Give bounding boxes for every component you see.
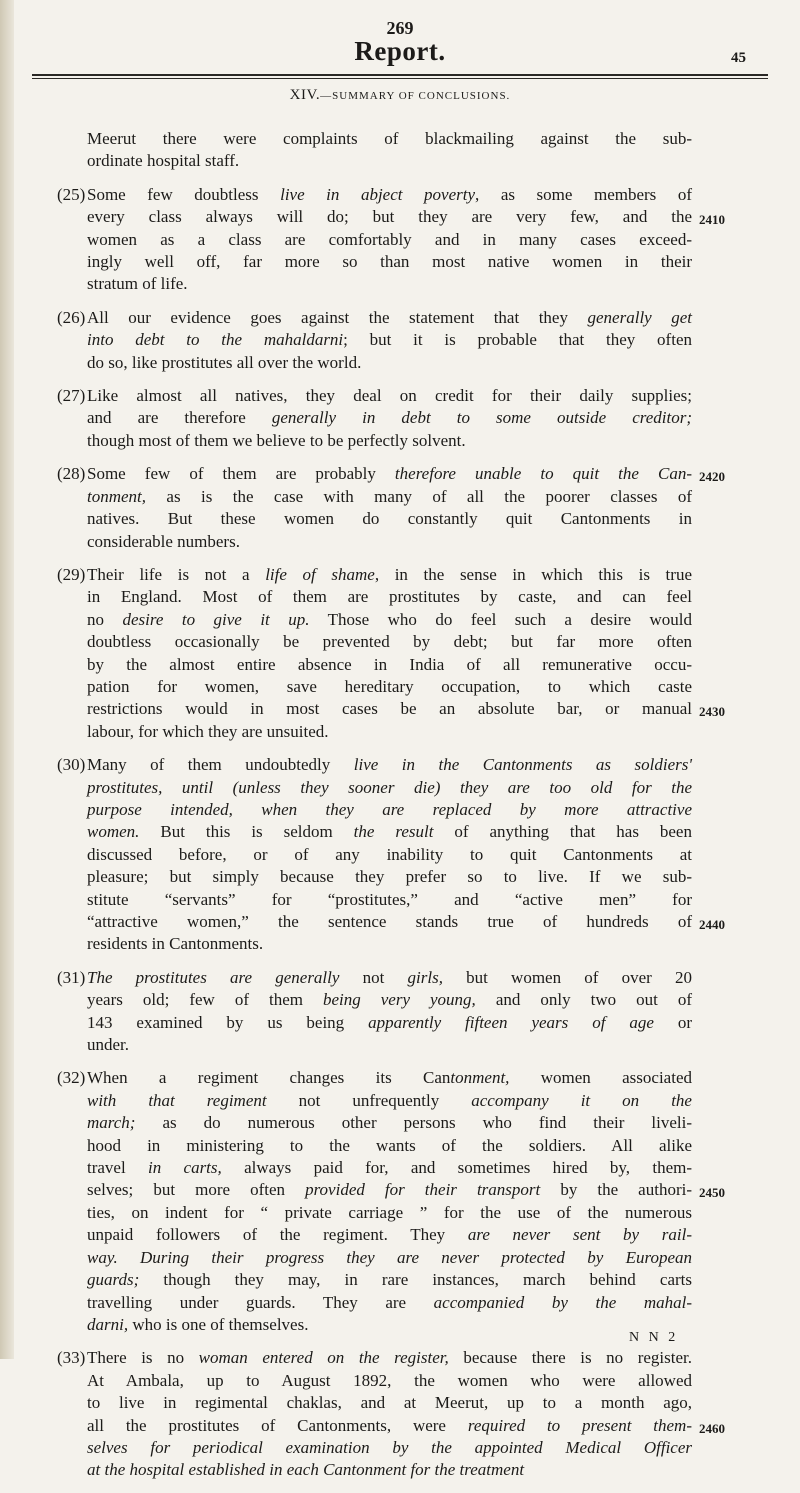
text-line: “attractive women,” the sentence stands true of hundreds of (87, 912, 692, 931)
text-line: though most of them we believe to be perfectly solvent. (87, 430, 466, 450)
paragraph (59, 385, 692, 452)
text-line: Like almost all natives, they deal on credit for their daily supplies; (87, 386, 692, 406)
text-line: restrictions would in most cases be an absolute bar, or manual (87, 699, 692, 719)
text-line: 143 examined by us being apparently fifteen years of age or (87, 1012, 692, 1032)
text-line: with that regiment not unfrequently accompany it on the (87, 1090, 692, 1110)
paragraph (59, 128, 692, 173)
paragraph-number: (27) (57, 386, 86, 406)
text-line: Some few doubtless live in abject poverty, as some members of (87, 184, 693, 204)
text-line: pleasure; but simply because they prefer so to live. If we sub- (87, 867, 692, 887)
top-page-number: 269 (386, 18, 414, 38)
text-line: Some few of them are probably therefore unable to quit the Can- (87, 464, 692, 484)
text-line: travel in carts, always paid for, and sometimes hired by, them- (87, 1158, 692, 1178)
text-line: ingly well off, far more so than most native women in their (87, 252, 692, 272)
text-line: women. But this is seldom the result of anything that has been (87, 822, 692, 842)
text-line: years old; few of them being very young, and only two out of (87, 990, 692, 1010)
text-line: Many of them undoubtedly live in the Cantonments as soldiers' (87, 755, 693, 775)
text-line: The prostitutes are generally not girls, but women of over 20 (87, 967, 692, 987)
text-line: At Ambala, up to August 1892, the women who were allowed (87, 1370, 692, 1390)
text-line: doubtless occasionally be prevented by debt; but far more often (87, 632, 692, 652)
text-line: do so, like prostitutes all over the world. (87, 352, 362, 372)
paragraph (57, 564, 725, 743)
text-line: way. During their progress they are never protected by European (87, 1247, 692, 1267)
text-line: to live in regimental chaklas, and at Meerut, up to a month ago, (87, 1393, 692, 1413)
text-line: selves; but more often provided for their transport by the authori- (87, 1180, 692, 1200)
paragraph (57, 463, 725, 553)
text-line: women as a class are comfortably and in many cases exceed- (87, 229, 692, 249)
paragraph-number: (29) (57, 564, 86, 584)
paragraph-number: (30) (57, 755, 86, 775)
paragraph (59, 967, 692, 1057)
text-line: residents in Cantonments. (87, 934, 264, 954)
paragraph-number: (32) (57, 1068, 86, 1088)
section-title: —SUMMARY OF CONCLUSIONS. (320, 90, 511, 102)
text-line: When a regiment changes its Cantonment, women associated (87, 1068, 692, 1088)
header-rule-thin (32, 78, 768, 79)
text-line: Their life is not a life of shame, in the sense in which this is true (87, 564, 692, 584)
paragraph-number: (33) (57, 1348, 86, 1368)
section-roman: XIV. (289, 87, 321, 103)
margin-reference-number: 2460 (699, 1420, 725, 1436)
running-title: Report. (354, 36, 446, 66)
text-line: by the almost entire absence in India of all remunerative occu- (87, 654, 692, 674)
page-edge-shadow (0, 0, 14, 1359)
text-line: tonment, as is the case with many of all the poorer classes of (87, 486, 692, 506)
text-line: purpose intended, when they are replaced by more attractive (87, 799, 692, 819)
text-line: discussed before, or of any inability to quit Cantonments at (87, 844, 692, 864)
text-line: labour, for which they are unsuited. (87, 721, 329, 741)
text-line: travelling under guards. They are accompanied by the mahal- (87, 1292, 692, 1312)
text-line: All our evidence goes against the statement that they generally get (87, 307, 693, 327)
paragraph (57, 754, 725, 956)
margin-reference-number: 2430 (699, 704, 725, 720)
text-line: stitute “servants” for “prostitutes,” and “active men” for (87, 889, 692, 909)
text-line: ordinate hospital staff. (87, 151, 240, 171)
text-line: unpaid followers of the regiment. They are never sent by rail- (87, 1225, 693, 1245)
document-body (57, 128, 725, 1493)
text-line: natives. But these women do constantly quit Cantonments in (87, 509, 692, 529)
text-line: under. (87, 1035, 130, 1055)
text-line: pation for women, save hereditary occupation, to which caste (87, 676, 692, 696)
text-line: There is no woman entered on the register, because there is no register. (87, 1348, 692, 1368)
paragraph (57, 1067, 725, 1336)
paragraph (59, 307, 692, 374)
margin-reference-number: 2420 (699, 469, 725, 485)
text-line: stratum of life. (87, 274, 188, 294)
margin-reference-number: 2440 (699, 916, 725, 932)
margin-reference-number: 2450 (699, 1185, 725, 1201)
margin-reference-number: 2410 (699, 212, 725, 228)
text-line: all the prostitutes of Cantonments, were required to present them- (87, 1415, 692, 1435)
paragraph-number: (31) (57, 967, 86, 987)
text-line: prostitutes, until (unless they sooner die) they are too old for the (87, 777, 692, 797)
paragraph-number: (28) (57, 464, 86, 484)
text-line: and are therefore generally in debt to some outside creditor; (87, 408, 692, 428)
text-line: Meerut there were complaints of blackmailing against the sub- (87, 129, 692, 148)
signature-mark: N N 2 (629, 1330, 679, 1345)
paragraph (57, 1347, 725, 1481)
text-line: considerable numbers. (87, 531, 240, 551)
text-line: selves for periodical examination by the appointed Medical Officer (87, 1437, 692, 1457)
text-line: in England. Most of them are prostitutes by caste, and can feel (87, 587, 692, 607)
text-line: hood in ministering to the wants of the soldiers. All alike (87, 1135, 692, 1155)
paragraph-number: (26) (57, 307, 86, 327)
text-line: at the hospital established in each Cantonment for the treatment (87, 1460, 525, 1480)
text-line: no desire to give it up. Those who do feel such a desire would (87, 609, 692, 629)
text-line: darni, who is one of themselves. (87, 1314, 309, 1334)
text-line: ties, on indent for “ private carriage ” for the use of the numerous (87, 1202, 692, 1222)
paragraph (57, 184, 725, 296)
page-number: 45 (731, 50, 746, 66)
text-line: into debt to the mahaldarni; but it is probable that they often (87, 330, 692, 350)
text-line: every class always will do; but they are very few, and the (87, 207, 692, 227)
section-heading (0, 87, 800, 104)
header-rule-thick (32, 74, 768, 76)
paragraph-number: (25) (57, 184, 86, 204)
text-line: guards; though they may, in rare instances, march behind carts (87, 1270, 692, 1290)
text-line: march; as do numerous other persons who find their liveli- (87, 1113, 692, 1133)
